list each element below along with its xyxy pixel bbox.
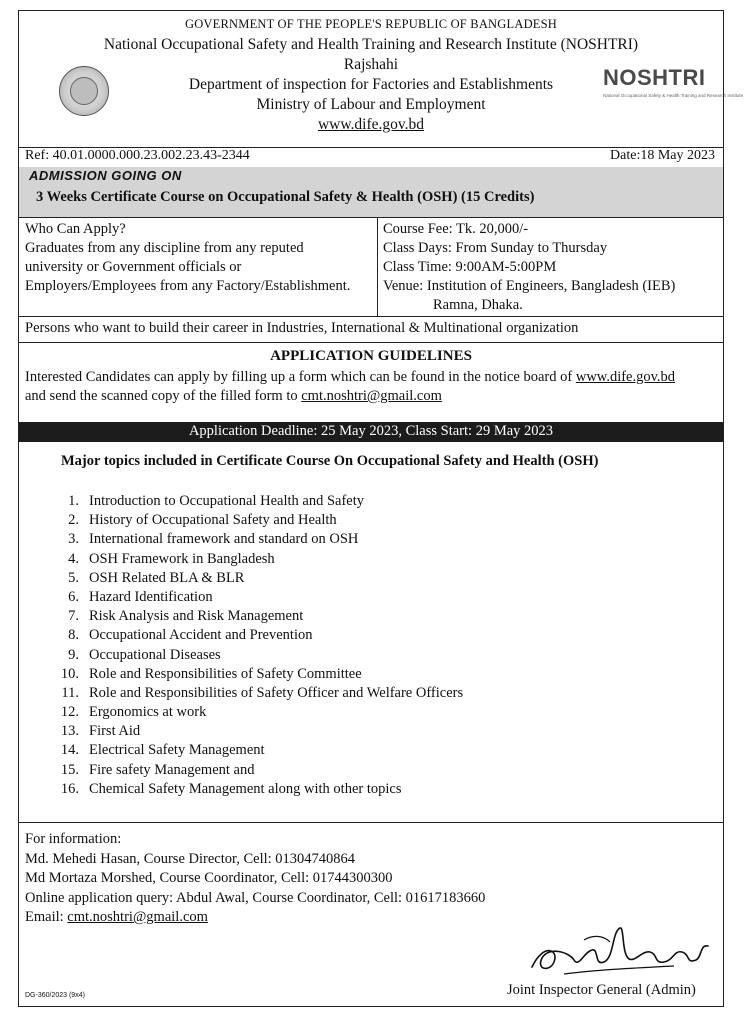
list-item: 11. Role and Responsibilities of Safety Officer and Welfare Officers (61, 684, 464, 701)
list-item: 15. Fire safety Management and (60, 761, 255, 778)
contact-director: Md. Mehedi Hasan, Course Director, Cell: 01304740864 (25, 850, 356, 867)
who-line: university or Government officials or (25, 259, 242, 275)
info-row (19, 218, 723, 316)
gov-line: GOVERNMENT OF THE PEOPLE'S REPUBLIC OF BANGLADESH (184, 17, 558, 31)
ministry-line: Ministry of Labour and Employment (256, 96, 486, 113)
admission-band (19, 167, 723, 217)
venue: Venue: Institution of Engineers, Bangladesh (IEB) (383, 278, 676, 294)
guidelines-website-link[interactable]: www.dife.gov.bd (575, 369, 676, 385)
noshtri-logo (603, 65, 744, 105)
list-item: 7. Risk Analysis and Risk Management (68, 608, 304, 625)
list-item: 2. History of Occupational Safety and Health (68, 512, 337, 529)
guidelines-email-link[interactable]: cmt.noshtri@gmail.com (301, 388, 442, 404)
course-info (383, 220, 718, 315)
ref-row (19, 147, 723, 167)
department-line: Department of inspection for Factories and Establishments (188, 76, 554, 93)
guidelines-text2: and send the scanned copy of the filled form to (25, 388, 302, 404)
contact-email: Email: cmt.noshtri@gmail.com (25, 909, 208, 925)
contact-email-link[interactable]: cmt.noshtri@gmail.com (67, 909, 208, 925)
logo-text: NOSHTRI (603, 65, 706, 90)
website-link[interactable]: www.dife.gov.bd (317, 116, 425, 133)
notice-date: Date:18 May 2023 (610, 148, 715, 163)
venue-line2: Ramna, Dhaka. (433, 297, 523, 313)
list-item: 8. Occupational Accident and Prevention (68, 627, 313, 644)
contact-section (19, 822, 723, 1008)
deadline-bar (19, 422, 723, 442)
guidelines-text1: Interested Candidates can apply by filling up a form which can be found in the notice board of (25, 369, 576, 385)
who-line: Employers/Employees from any Factory/Establishment. (25, 278, 351, 294)
designation: Joint Inspector General (Admin) (507, 982, 696, 998)
application-guidelines (19, 342, 723, 422)
list-item: 14. Electrical Safety Management (60, 742, 265, 759)
deadline-text: Application Deadline: 25 May 2023, Class Start: 29 May 2023 (188, 423, 554, 439)
header (19, 11, 744, 141)
class-time: Class Time: 9:00AM-5:00PM (383, 259, 557, 275)
course-title: 3 Weeks Certificate Course on Occupational Safety & Health (OSH) (15 Credits) (36, 189, 535, 205)
who-heading: Who Can Apply? (25, 221, 126, 237)
guidelines-title: APPLICATION GUIDELINES (270, 348, 472, 364)
ref-number: Ref: 40.01.0000.000.23.002.23.43-2344 (25, 148, 250, 163)
list-item: 4. OSH Framework in Bangladesh (68, 550, 275, 567)
who-can-apply (25, 220, 375, 296)
list-item: 16. Chemical Safety Management along with other topics (60, 780, 402, 797)
contact-lines (25, 830, 485, 928)
topics-title: Major topics included in Certificate Course On Occupational Safety and Health (OSH) (61, 453, 599, 469)
list-item: 9. Occupational Diseases (68, 646, 221, 663)
class-days: Class Days: From Sunday to Thursday (383, 240, 608, 256)
city-line: Rajshahi (343, 56, 399, 73)
list-item: 13. First Aid (60, 723, 141, 740)
document-code: DG-360/2023 (9x4) (25, 992, 85, 999)
list-item: 6. Hazard Identification (68, 588, 213, 605)
persons-text: Persons who want to build their career in Industries, International & Multinational organization (25, 320, 579, 336)
target-persons (19, 316, 723, 342)
who-line: Graduates from any discipline from any reputed (25, 240, 304, 256)
list-item: 3. International framework and standard on OSH (68, 531, 359, 548)
admission-label: ADMISSION GOING ON (29, 168, 182, 183)
list-item: 1. Introduction to Occupational Health and Safety (68, 493, 365, 509)
notice (18, 10, 744, 1007)
list-item: 5. OSH Related BLA & BLR (68, 569, 245, 586)
signature-icon (524, 922, 714, 982)
topics-section (19, 442, 723, 822)
guidelines-text (25, 368, 715, 406)
course-fee: Course Fee: Tk. 20,000/- (383, 221, 529, 237)
topics-list (55, 492, 463, 799)
contact-heading: For information: (25, 831, 122, 847)
list-item: 10. Role and Responsibilities of Safety Committee (60, 665, 362, 682)
institute-line: National Occupational Safety and Health Training and Research Institute (NOSHTRI) (103, 36, 639, 53)
logo-subtitle: National Occupational Safety & Health Training and Research Institute (603, 93, 744, 98)
government-seal-icon (59, 66, 109, 116)
list-item: 12. Ergonomics at work (60, 704, 207, 721)
contact-online: Online application query: Abdul Awal, Course Coordinator, Cell: 01617183660 (25, 889, 486, 906)
contact-coordinator: Md Mortaza Morshed, Course Coordinator, Cell: 01744300300 (25, 870, 393, 886)
